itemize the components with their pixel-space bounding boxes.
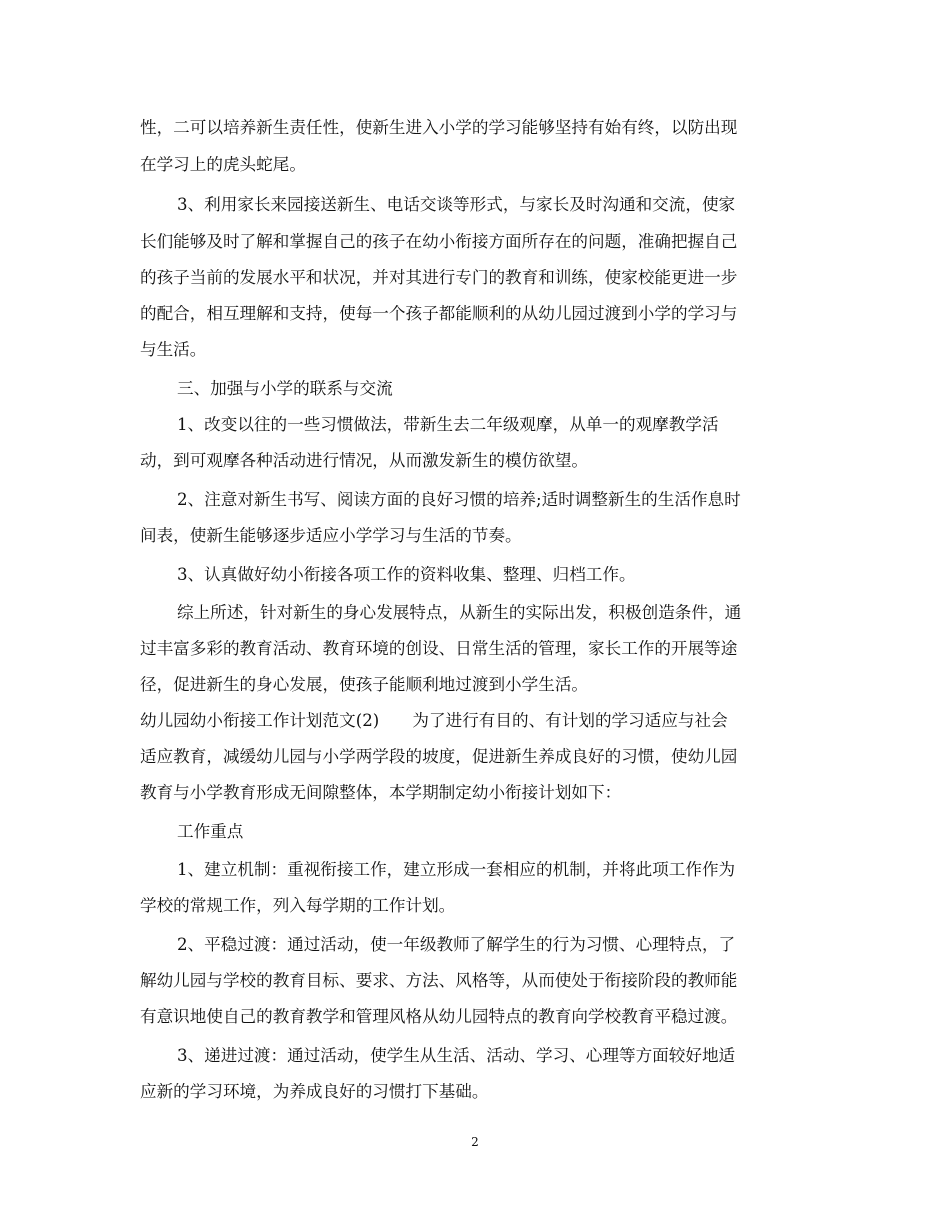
text-line: 间表，使新生能够逐步适应小学学习与生活的节奏。 [140,526,522,545]
text-line: 与生活。 [140,340,207,359]
page-number: 2 [471,1135,479,1149]
text-line: 3、利用家长来园接送新生、电话交谈等形式，与家长及时沟通和交流，使家 [177,195,736,214]
text-line: 2、注意对新生书写、阅读方面的良好习惯的培养;适时调整新生的生活作息时 [177,490,741,509]
text-line: 2、平稳过渡：通过活动，使一年级教师了解学生的行为习惯、心理特点，了 [177,935,736,954]
text-line: 在学习上的虎头蛇尾。 [140,155,306,174]
text-line: 学校的常规工作，列入每学期的工作计划。 [140,896,456,915]
text-line: 应新的学习环境，为养成良好的习惯打下基础。 [140,1082,489,1101]
text-line: 的配合，相互理解和支持，使每一个孩子都能顺利的从幼儿园过渡到小学的学习与 [140,304,738,323]
text-line: 的孩子当前的发展水平和状况，并对其进行专门的教育和训练，使家校能更进一步 [140,268,738,287]
text-line: 幼儿园幼小衔接工作计划范文(2) 为了进行有目的、有计划的学习适应与社会 [140,711,728,730]
text-line: 有意识地使自己的教育教学和管理风格从幼儿园特点的教育向学校教育平稳过渡。 [140,1007,738,1026]
text-line: 教育与小学教育形成无间隙整体，本学期制定幼小衔接计划如下： [140,783,622,802]
text-line: 动，到可观摩各种活动进行情况，从而激发新生的模仿欲望。 [140,451,589,470]
text-line: 性，二可以培养新生责任性，使新生进入小学的学习能够坚持有始有终，以防出现 [140,118,738,137]
text-line: 适应教育，减缓幼儿园与小学两学段的坡度，促进新生养成良好的习惯，使幼儿园 [140,747,738,766]
text-line: 长们能够及时了解和掌握自己的孩子在幼小衔接方面所存在的问题，准确把握自己 [140,232,738,251]
text-line: 解幼儿园与学校的教育目标、要求、方法、风格等，从而使处于衔接阶段的教师能 [140,971,738,990]
text-line: 1、建立机制：重视衔接工作，建立形成一套相应的机制，并将此项工作作为 [177,860,736,879]
section-heading: 工作重点 [177,822,244,841]
text-line: 3、认真做好幼小衔接各项工作的资料收集、整理、归档工作。 [177,565,636,584]
text-line: 径，促进新生的身心发展，使孩子能顺利地过渡到小学生活。 [140,675,589,694]
section-heading: 三、加强与小学的联系与交流 [177,379,393,398]
text-line: 综上所述，针对新生的身心发展特点，从新生的实际出发，积极创造条件，通 [177,603,742,622]
text-line: 过丰富多彩的教育活动、教育环境的创设、日常生活的管理，家长工作的开展等途 [140,639,738,658]
text-line: 1、改变以往的一些习惯做法，带新生去二年级观摩，从单一的观摩教学活 [177,415,719,434]
text-line: 3、递进过渡：通过活动，使学生从生活、活动、学习、心理等方面较好地适 [177,1046,736,1065]
